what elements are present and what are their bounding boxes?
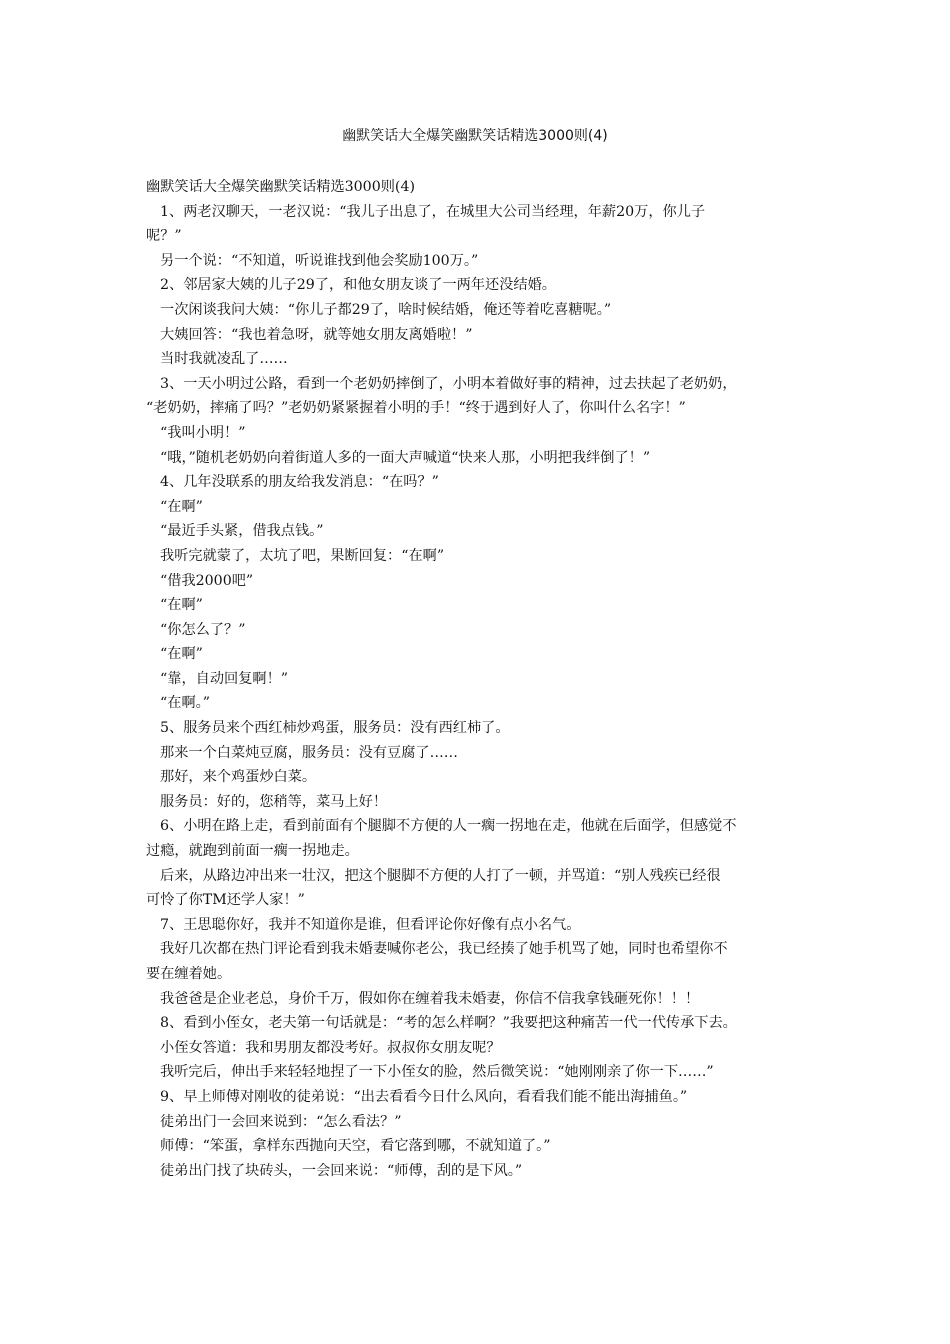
text-line: 呢？” [146, 228, 182, 245]
text-line: 6、小明在路上走，看到前面有个腿脚不方便的人一瘸一拐地在走，他就在后面学，但感觉不 [160, 818, 737, 835]
text-line: 幽默笑话大全爆笑幽默笑话精选3000则(4) [146, 179, 416, 195]
text-line: 一次闲谈我问大姨：“你儿子都29了，啥时候结婚，俺还等着吃喜糖呢。” [160, 301, 612, 318]
text-line: “靠，自动回复啊！” [160, 670, 289, 687]
text-line: 当时我就凌乱了…… [160, 351, 288, 368]
text-line: 那好，来个鸡蛋炒白菜。 [160, 769, 317, 786]
text-line: 我听完后，伸出手来轻轻地捏了一下小侄女的脸，然后微笑说：“她刚刚亲了你一下……” [160, 1064, 714, 1081]
text-line: 9、早上师傅对刚收的徒弟说：“出去看看今日什么风向，看看我们能不能出海捕鱼。” [160, 1088, 688, 1105]
text-line: 大姨回答：“我也着急呀，就等她女朋友离婚啦！” [160, 326, 473, 343]
text-line: 徒弟出门一会回来说到：“怎么看法？” [160, 1113, 402, 1130]
text-line: 5、服务员来个西红柿炒鸡蛋，服务员：没有西红柿了。 [160, 720, 510, 737]
text-line: 那来一个白菜炖豆腐，服务员：没有豆腐了…… [160, 744, 458, 761]
text-line: 小侄女答道：我和男朋友都没考好。叔叔你女朋友呢？ [160, 1039, 501, 1056]
text-line: 后来，从路边冲出来一壮汉，把这个腿脚不方便的人打了一顿，并骂道：“别人残疾已经很 [160, 867, 721, 884]
text-line: 1、两老汉聊天，一老汉说：“我儿子出息了，在城里大公司当经理，年薪20万，你儿子 [160, 203, 706, 220]
text-line: 过瘾，就跑到前面一瘸一拐地走。 [146, 843, 359, 860]
document-title: 幽默笑话大全爆笑幽默笑话精选3000则(4) [342, 128, 608, 144]
text-line: 师傅：“笨蛋，拿样东西抛向天空，看它落到哪，不就知道了。” [160, 1138, 551, 1155]
document-body [146, 175, 806, 1183]
text-line: 我听完就蒙了，太坑了吧，果断回复：“在啊” [160, 547, 445, 564]
text-line: 3、一天小明过公路，看到一个老奶奶摔倒了，小明本着做好事的精神，过去扶起了老奶奶， [160, 375, 737, 392]
text-line: 4、几年没联系的朋友给我发消息：“在吗？” [160, 474, 439, 491]
text-line: “哦，”随机老奶奶向着街道人多的一面大声喊道“快来人那，小明把我绊倒了！” [160, 449, 651, 466]
text-line: 要在缠着她。 [146, 966, 232, 982]
text-line: 服务员：好的，您稍等，菜马上好！ [160, 793, 388, 810]
text-line: “在啊” [160, 597, 203, 614]
text-line: 可怜了你TM还学人家！” [146, 892, 305, 909]
text-line: 我好几次都在热门评论看到我未婚妻喊你老公，我已经揍了她手机骂了她，同时也希望你不 [160, 941, 728, 958]
text-line: “借我2000吧” [160, 572, 254, 589]
text-line: 7、王思聪你好，我并不知道你是谁，但看评论你好像有点小名气。 [160, 916, 581, 933]
text-line: 8、看到小侄女，老夫第一句话就是：“考的怎么样啊？”我要把这种痛苦一代一代传承下去。 [160, 1015, 737, 1032]
text-line: “我叫小明！” [160, 424, 246, 441]
text-line: 2、邻居家大姨的儿子29了，和他女朋友谈了一两年还没结婚。 [160, 277, 556, 294]
text-line: 另一个说：“不知道，听说谁找到他会奖励100万。” [160, 252, 479, 269]
text-line: “在啊。” [160, 695, 210, 712]
text-line: “老奶奶，摔痛了吗？”老奶奶紧紧握着小明的手！“终于遇到好人了，你叫什么名字！” [146, 400, 686, 417]
text-line: “你怎么了？” [160, 621, 246, 638]
text-line: 徒弟出门找了块砖头，一会回来说：“师傅，刮的是下风。” [160, 1162, 523, 1179]
text-line: 我爸爸是企业老总，身价千万，假如你在缠着我未婚妻，你信不信我拿钱砸死你！！！ [160, 990, 700, 1007]
text-line: “在啊” [160, 498, 203, 515]
text-line: “在啊” [160, 646, 203, 663]
text-line: “最近手头紧，借我点钱。” [160, 523, 324, 540]
